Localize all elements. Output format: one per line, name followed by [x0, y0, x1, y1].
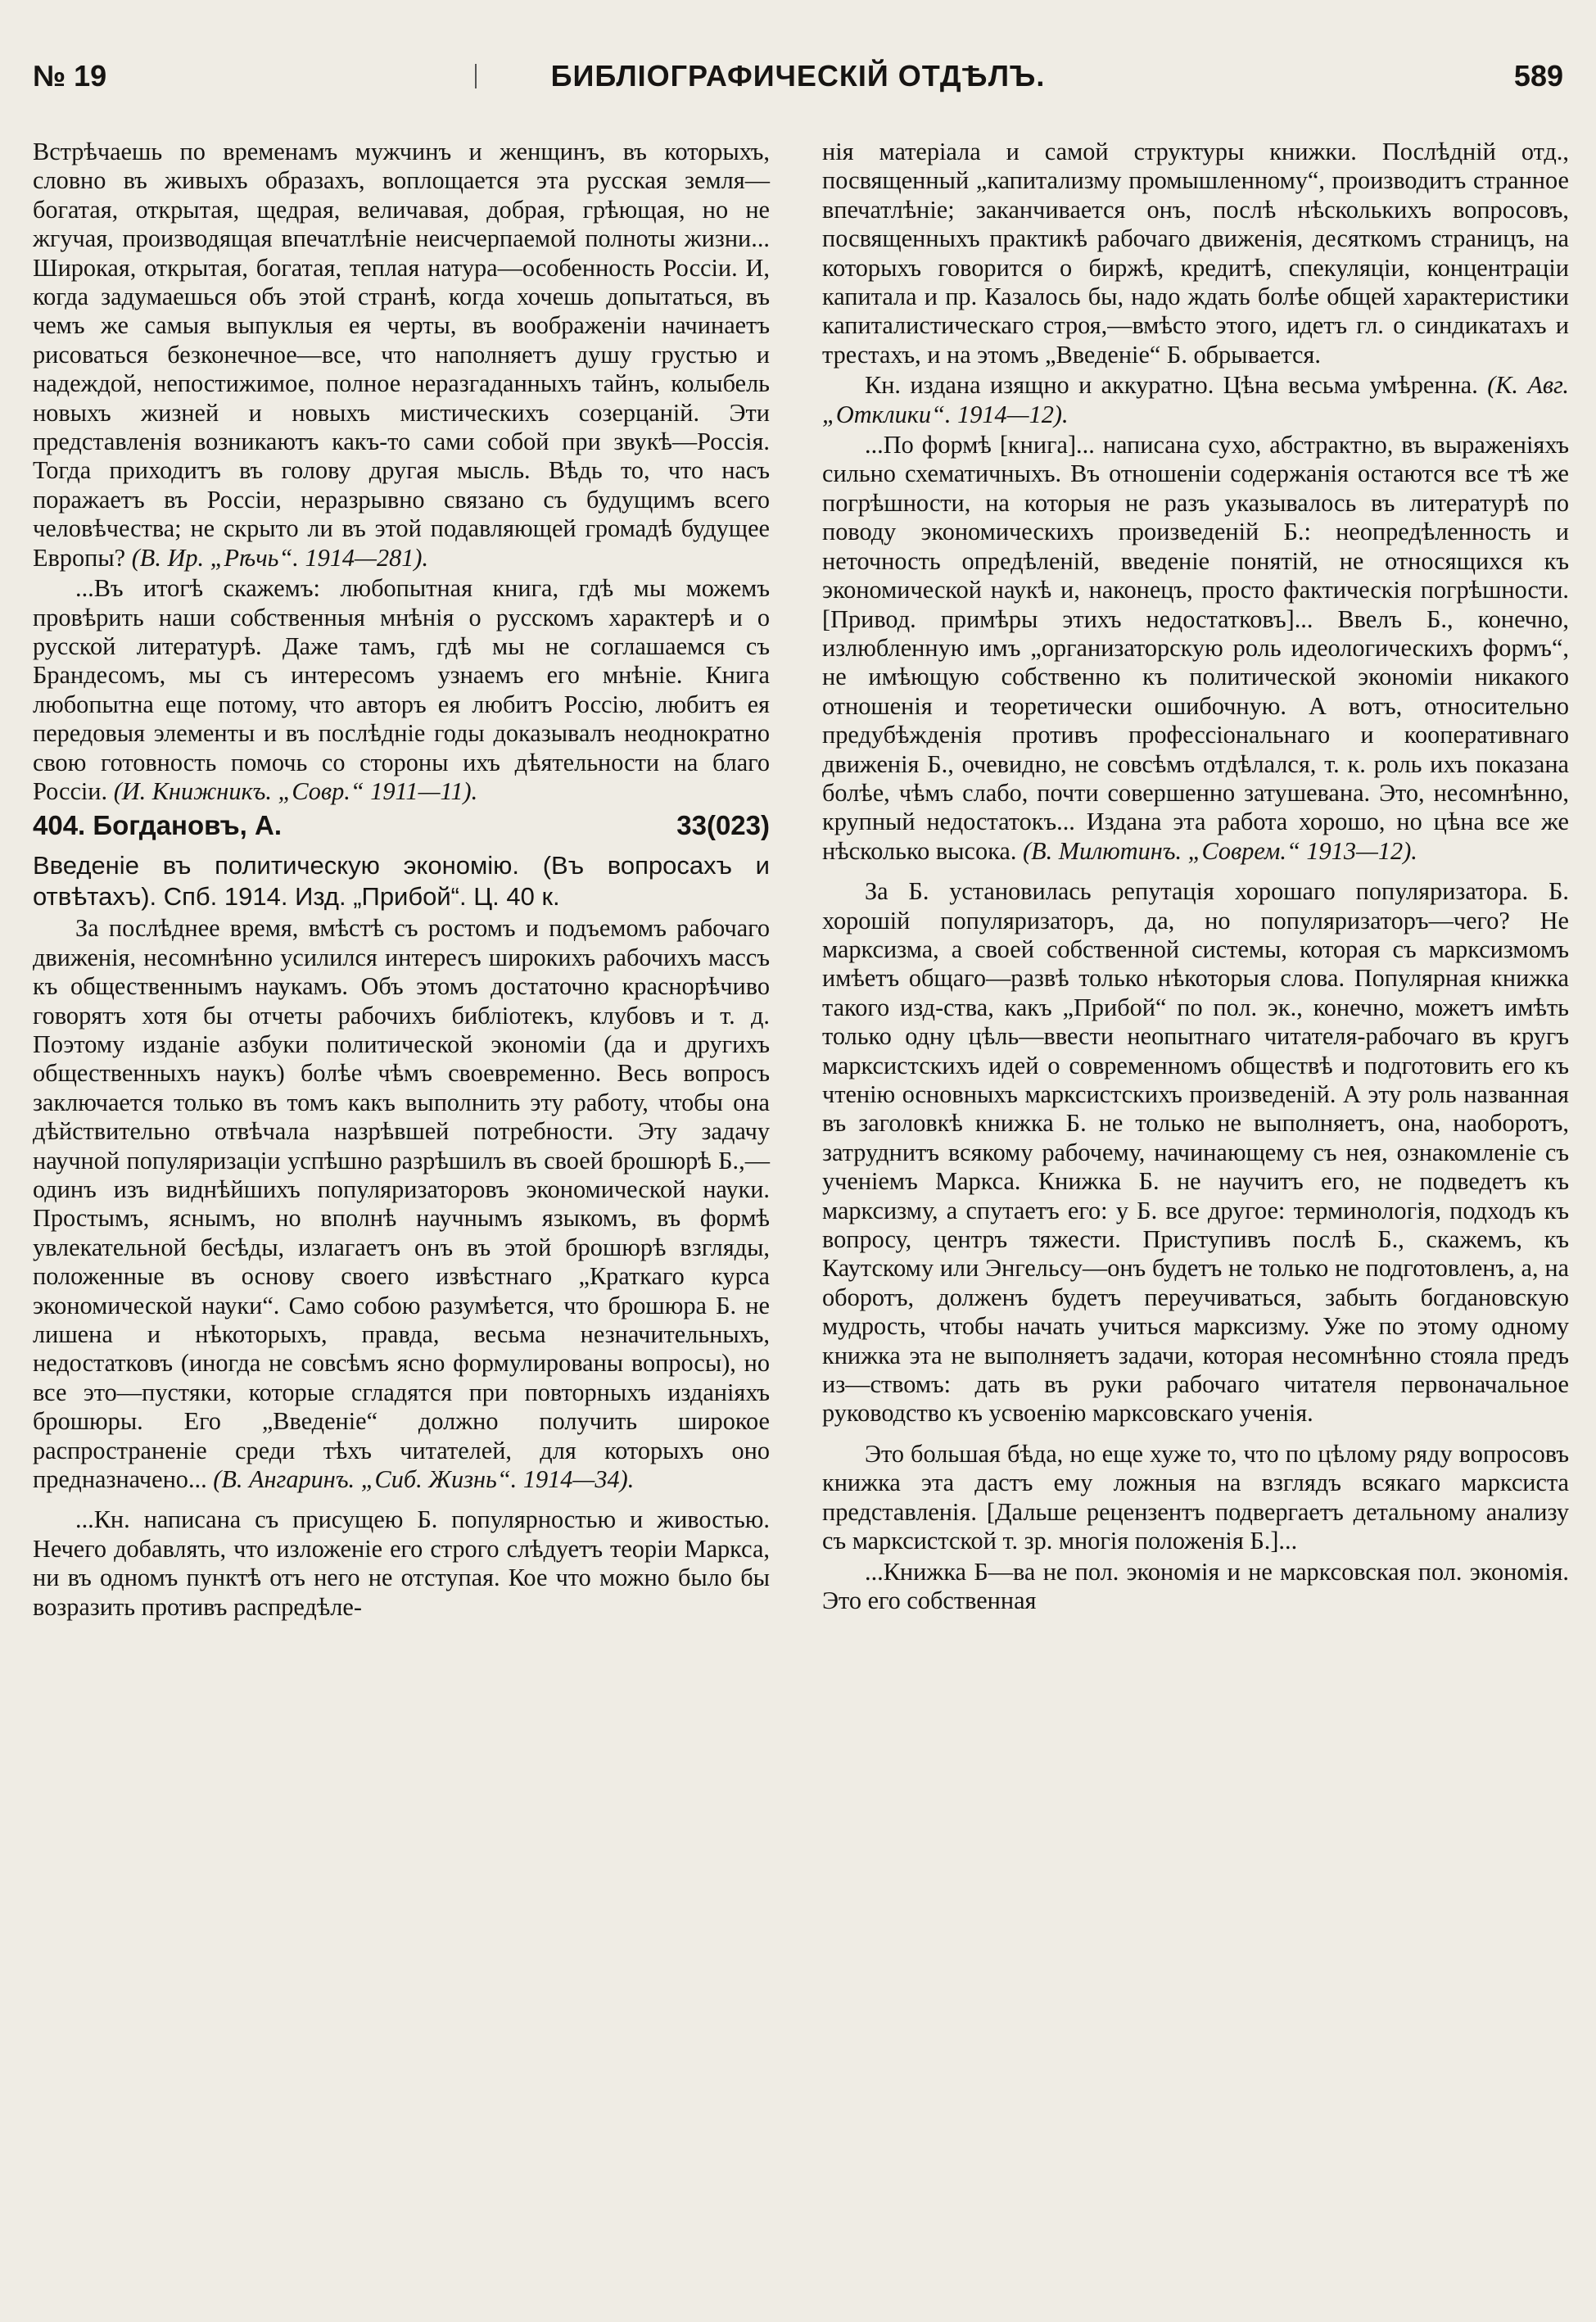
paragraph: За Б. установилась репутація хорошаго популяризатора. Б. хорошій популяризаторъ, да, но популяризаторъ—чего? Не марксизма, а своей собственной системы, которая съ марксизмомъ имѣетъ общаго—развѣ только нѣкоторыя слова. Популярная книжка такого изд-ства, какъ „Прибой“ по пол. эк., конечно, можетъ имѣть только одну цѣль—ввести неопытнаго читателя-рабочаго въ кругъ марксистскихъ идей о современномъ обществѣ и подготовить его къ чтенію основныхъ марксистскихъ произведеній. А эту роль названная въ заголовкѣ книжка Б. не только не выполняетъ, она, наоборотъ, затруднитъ всякому рабочему, начинающему съ нея, ознакомленіе съ ученіемъ Маркса. Книжка Б. не научитъ его, не подведетъ къ марксизму, а спутаетъ его: у Б. все другое: терминологія, подходъ къ вопросу, центръ тяжести. Приступивъ послѣ Б., скажемъ, къ Каутскому или Энгельсу—онъ будетъ не только не подготовленъ, а, на оборотъ, долженъ будетъ переучиваться, забыть богдановскую мудрость, чтобы начать учиться марксизму. Уже по этому одному книжка эта не выполняетъ задачи, которая несомнѣнно стояла предъ из—ствомъ: дать въ руки рабочаго читателя первоначальное руководство къ усвоенію марксовскаго ученія. — [822, 877, 1569, 1428]
paragraph: ...Книжка Б—ва не пол. экономія и не марксовская пол. экономія. Это его собственная — [822, 1557, 1569, 1614]
page-header — [33, 59, 1563, 108]
paragraph: ...По формѣ [книга]... написана сухо, абстрактно, въ выраженіяхъ сильно схематичныхъ. Въ отношеніи содержанія остаются все тѣ же погрѣшности, на которыя не разъ указывалось въ литературѣ по поводу экономическихъ произведеній Б.: неопредѣленность и неточность опредѣленій, введеніе понятій, не относящихся къ экономической наукѣ и, наконецъ, просто фактическія погрѣшности. [Привод. примѣры этихъ недостатковъ]... Ввелъ Б., конечно, излюбленную имъ „организаторскую роль идеологическихъ формъ“, не имѣющую собственно къ политической экономіи никакого отношенія и теоретически ошибочную. А вотъ, относительно предубѣжденія противъ профессіональнаго и кооперативнаго движенія Б., очевидно, не совсѣмъ отдѣлался, т. к. роль ихъ показана болѣе, чѣмъ слабо, почти совершенно затушевана. Это, несомнѣнно, крупный недостатокъ... Издана эта работа хорошо, но цѣна все же нѣсколько высока. (В. Милютинъ. „Соврем.“ 1913—12). — [822, 431, 1569, 865]
paragraph: ...Кн. написана съ присущею Б. популярностью и живостью. Нечего добавлять, что изложеніе его строго слѣдуетъ теоріи Маркса, ни въ одномъ пунктѣ отъ него не отступая. Кое что можно было бы возразить противъ распредѣле- — [33, 1505, 770, 1621]
paragraph: Встрѣчаешь по временамъ мужчинъ и женщинъ, въ которыхъ, словно въ живыхъ образахъ, воплощается эта русская земля—богатая, открытая, щедрая, величавая, добрая, грѣющая, но не жгучая, производящая впечатлѣніе неисчерпаемой полноты жизни... Широкая, открытая, богатая, теплая натура—особенность Россіи. И, когда задумаешься объ этой странѣ, когда хочешь допытаться, въ чемъ же самыя выпуклыя ея черты, въ воображеніи начинаетъ рисоваться безконечное—все, что наполняетъ душу грустью и надеждой, непостижимое, полное неразгаданныхъ тайнъ, колыбель новыхъ жизней и новыхъ мистическихъ созерцаній. Эти представленія возникаютъ какъ-то сами собой при звукѣ—Россія. Тогда приходитъ въ голову другая мысль. Вѣдь то, что насъ поражаетъ въ Россіи, неразрывно связано съ будущимъ всего человѣчества; не скрыто ли въ этой подавляющей громадѣ будущее Европы? (В. Ир. „Рѣчь“. 1914—281). — [33, 138, 770, 572]
citation: (В. Ангаринъ. „Сиб. Жизнь“. 1914—34). — [213, 1465, 635, 1494]
citation: (И. Книжникъ. „Совр.“ 1911—11). — [113, 776, 478, 805]
section-title: БИБЛІОГРАФИЧЕСКІЙ ОТДѢЛЪ. — [550, 59, 1046, 93]
citation: (К. Авг. „Отклики“. 1914—12). — [822, 371, 1569, 428]
entry-classification: 33(023) — [676, 810, 770, 841]
page-number: 589 — [1513, 59, 1563, 93]
paragraph: ...Въ итогѣ скажемъ: любопытная книга, гдѣ мы можемъ провѣрить наши собственныя мнѣнія о русскомъ характерѣ и о русской литературѣ. Даже тамъ, гдѣ мы не соглашаемся съ Брандесомъ, мы съ интересомъ узнаемъ его мнѣніе. Книга любопытна еще потому, что авторъ ея любитъ Россію, любитъ ея передовыя элементы и въ послѣдніе годы доказывалъ неоднократно свою готовность помочь со стороны ихъ дѣятельности на благо Россіи. (И. Книжникъ. „Совр.“ 1911—11). — [33, 574, 770, 805]
citation: (В. Милютинъ. „Соврем.“ 1913—12). — [1023, 836, 1417, 865]
paragraph: Это большая бѣда, но еще хуже то, что по цѣлому ряду вопросовъ книжка эта дастъ ему ложныя на взглядъ всякаго марксиста представленія. [Дальше рецензентъ подвергаетъ детальному анализу съ марксистской т. зр. многія положенія Б.]... — [822, 1439, 1569, 1555]
entry-title: Введеніе въ политическую экономію. (Въ вопросахъ и отвѣтахъ). Спб. 1914. Изд. „Прибой“. Ц. 40 к. — [33, 851, 770, 912]
paragraph: нія матеріала и самой структуры книжки. Послѣдній отд., посвященный „капитализму промышленному“, производитъ странное впечатлѣніе; заканчивается онъ, послѣ нѣсколькихъ вопросовъ, посвященныхъ практикѣ рабочаго движенія, десяткомъ страницъ, на которыхъ говорится о биржѣ, кредитѣ, спекуляціи, концентраціи капитала и пр. Казалось бы, надо ждать болѣе общей характеристики капиталистическаго строя,—вмѣсто этого, идетъ гл. о синдикатахъ и трестахъ, и на этомъ „Введеніе“ Б. обрывается. — [822, 138, 1569, 369]
left-column — [33, 138, 770, 1623]
citation: (В. Ир. „Рѣчь“. 1914—281). — [131, 543, 429, 572]
paragraph: За послѣднее время, вмѣстѣ съ ростомъ и подъемомъ рабочаго движенія, несомнѣнно усилился интересъ широкихъ рабочихъ массъ къ общественнымъ наукамъ. Объ этомъ достаточно краснорѣчиво говорятъ хотя бы отчеты рабочихъ библіотекъ, клубовъ и т. д. Поэтому изданіе азбуки политической экономіи (да и другихъ общественныхъ наукъ) болѣе чѣмъ своевременно. Весь вопросъ заключается только въ томъ какъ выполнить эту работу, чтобы она дѣйствительно отвѣчала назрѣвшей потребности. Эту задачу научной популяризаціи успѣшно разрѣшилъ въ своей брошюрѣ Б.,—одинъ изъ виднѣйшихъ популяризаторовъ экономической науки. Простымъ, яснымъ, но вполнѣ научнымъ языкомъ, въ формѣ увлекательной бесѣды, излагаетъ онъ въ этой брошюрѣ взгляды, положенные въ основу своего извѣстнаго „Краткаго курса экономической науки“. Само собою разумѣется, что брошюра Б. не лишена и нѣкоторыхъ, правда, весьма незначительныхъ, недостатковъ (иногда не совсѣмъ ясно формулированы вопросы), но все это—пустяки, которые сгладятся при повторныхъ изданіяхъ брошюры. Его „Введеніе“ должно получить широкое распространеніе среди тѣхъ читателей, для которыхъ оно предназначено... (В. Ангаринъ. „Сиб. Жизнь“. 1914—34). — [33, 914, 770, 1494]
paragraph: Кн. издана изящно и аккуратно. Цѣна весьма умѣренна. (К. Авг. „Отклики“. 1914—12). — [822, 371, 1569, 428]
right-column — [822, 138, 1569, 1617]
issue-number: № 19 — [33, 59, 107, 93]
entry-author: 404. Богдановъ, А. — [33, 810, 283, 841]
entry-heading — [33, 809, 770, 842]
